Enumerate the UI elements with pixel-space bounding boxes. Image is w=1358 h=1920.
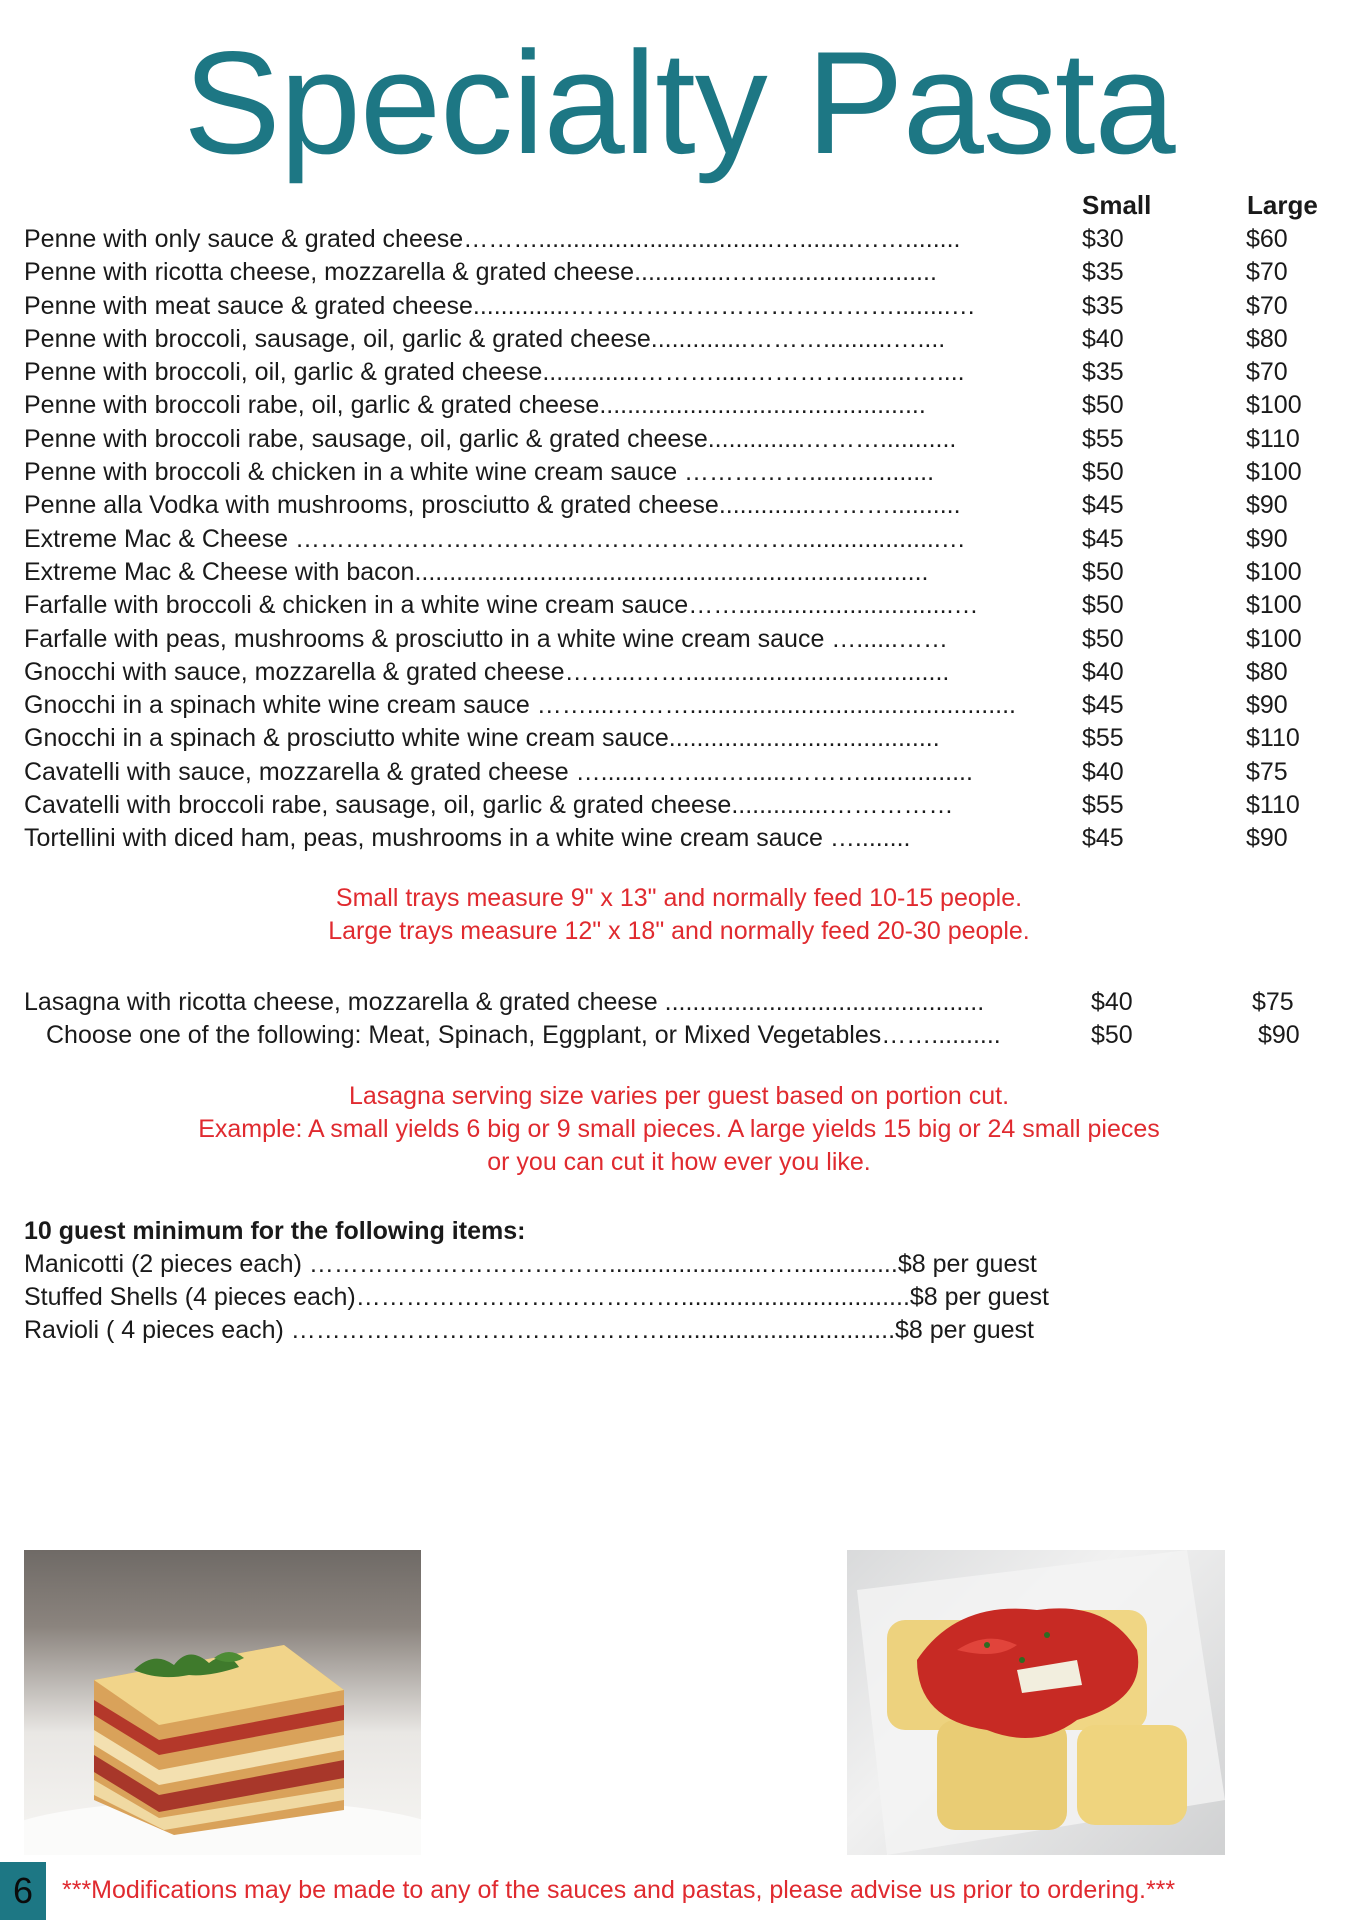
item-leader-dots: ..............…………………………………........… [472,291,976,320]
item-name: Cavatelli with broccoli rabe, sausage, oil, garlic & grated cheese [24,791,732,820]
price-large: $100 [1246,624,1302,653]
item-leader-dots: …………………………………................................. [355,1283,910,1311]
price-small: $45 [1082,824,1124,853]
price-small: $35 [1082,358,1124,387]
price-small: $50 [1082,458,1124,487]
price-small: $50 [1082,391,1124,420]
price-small: $50 [1082,557,1124,586]
item-leader-dots: …………….................. [684,458,935,487]
item-leader-dots: ..............……….......... [718,491,961,520]
menu-item [24,323,1344,356]
guest-minimum-section [24,1215,1049,1347]
page-number: 6 [0,1862,46,1920]
item-name: Cavatelli with sauce, mozzarella & grated cheese [24,757,576,786]
menu-item [24,722,1344,755]
lasagna-item [24,986,1344,1019]
price-small: $55 [1082,724,1124,753]
price-small: $50 [1091,1021,1133,1050]
price-small: $40 [1091,988,1133,1016]
price-large: $100 [1246,591,1302,620]
price-large: $100 [1246,391,1302,420]
price-large: $70 [1246,291,1288,320]
pasta-menu-list [24,223,1344,856]
item-price: $8 per guest [909,1283,1049,1311]
item-leader-dots: ..............………..........….... [650,324,946,353]
item-name: Penne with broccoli & chicken in a white wine cream sauce [24,458,685,487]
price-large: $75 [1252,988,1294,1016]
menu-item [24,423,1344,456]
column-header-large: Large [1247,190,1318,220]
item-name: Choose one of the following: Meat, Spinach, Eggplant, or Mixed Vegetables [46,1021,882,1050]
item-name: Gnocchi with sauce, mozzarella & grated cheese [24,657,565,686]
item-name: Penne with broccoli, sausage, oil, garlic & grated cheese [24,324,651,353]
item-name: Lasagna with ricotta cheese, mozzarella & grated cheese [24,988,665,1016]
item-name: Ravioli ( 4 pieces each) [24,1316,291,1344]
item-name: Farfalle with peas, mushrooms & prosciutto in a white wine cream sauce [24,624,832,653]
price-large: $75 [1246,757,1288,786]
item-name: Penne with broccoli, oil, garlic & grated cheese [24,358,543,387]
price-small: $40 [1082,657,1124,686]
item-leader-dots: …......…… [831,624,948,653]
price-small: $45 [1082,491,1124,520]
item-leader-dots: ……...……...................................... [564,657,950,686]
price-small: $50 [1082,624,1124,653]
item-name: Gnocchi in a spinach & prosciutto white wine cream sauce [24,724,669,753]
menu-item [24,556,1344,589]
minimum-item [24,1281,1049,1314]
price-large: $100 [1246,557,1302,586]
menu-item [24,656,1344,689]
item-name: Penne with meat sauce & grated cheese [24,291,473,320]
price-small: $55 [1082,424,1124,453]
item-leader-dots: …......……....…......………................ [575,757,973,786]
price-small: $45 [1082,524,1124,553]
item-leader-dots: ..............…………… [731,791,954,820]
column-header-small: Small [1082,190,1152,220]
price-large: $110 [1246,791,1300,820]
item-name: Gnocchi in a spinach white wine cream sauce [24,691,537,720]
item-leader-dots: ....................................... [668,724,940,753]
ravioli-photo [847,1550,1225,1855]
price-small: $40 [1082,757,1124,786]
item-price: $8 per guest [897,1250,1037,1278]
page-title: Specialty Pasta [183,21,1175,184]
tray-size-note-small: Small trays measure 9" x 13" and normally feed 10-15 people. [335,884,1023,912]
item-leader-dots: ……....………............................................... [536,691,1017,720]
price-large: $70 [1246,358,1288,387]
menu-item [24,223,1344,256]
item-leader-dots: ………..................................…........……........ [463,225,961,253]
minimum-item [24,1314,1049,1347]
lasagna-photo [24,1550,421,1855]
lasagna-note-example: Example: A small yields 6 big or 9 small pieces. A large yields 15 big or 24 small pieces [198,1115,1160,1143]
price-large: $60 [1246,225,1288,253]
menu-item [24,489,1344,522]
minimum-item [24,1248,1049,1281]
menu-item [24,756,1344,789]
item-leader-dots: ..............………........... [707,424,957,453]
price-large: $90 [1246,491,1288,520]
item-name: Penne with only sauce & grated cheese [24,225,464,253]
item-name: Tortellini with diced ham, peas, mushrooms in a white wine cream sauce [24,824,830,853]
menu-item [24,589,1344,622]
price-small: $55 [1082,791,1124,820]
item-name: Extreme Mac & Cheese with bacon [24,557,415,586]
price-small: $35 [1082,258,1124,287]
lasagna-note-cut: or you can cut it how ever you like. [487,1148,871,1176]
item-leader-dots: …........ [829,824,911,853]
menu-item [24,822,1344,855]
menu-item [24,789,1344,822]
price-large: $110 [1246,724,1300,753]
item-name: Stuffed Shells (4 pieces each) [24,1283,356,1311]
item-name: Penne alla Vodka with mushrooms, prosciutto & grated cheese [24,491,719,520]
lasagna-option-item [24,1019,1344,1052]
guest-minimum-heading: 10 guest minimum for the following items: [24,1217,526,1245]
menu-item [24,456,1344,489]
item-leader-dots: .......................................................................... [414,557,929,586]
footer-note: ***Modifications may be made to any of the sauces and pastas, please advise us prior to ordering.*** [62,1876,1176,1904]
item-leader-dots: ..............….......................... [634,258,937,287]
item-leader-dots: ............................................... [599,391,926,420]
item-leader-dots: ………………………………………................................. [290,1316,896,1344]
menu-item [24,623,1344,656]
price-large: $80 [1246,657,1288,686]
item-leader-dots: ……………………………….......................…............... [308,1250,898,1278]
item-name: Penne with ricotta cheese, mozzarella & grated cheese [24,258,635,287]
price-small: $45 [1082,691,1124,720]
item-leader-dots: …….......... [881,1021,1001,1050]
menu-item [24,389,1344,422]
item-leader-dots: ..............……….....………….........….... [542,358,965,387]
price-large: $70 [1246,258,1288,287]
price-small: $30 [1082,225,1124,253]
lasagna-note-serving: Lasagna serving size varies per guest based on portion cut. [348,1082,1010,1110]
price-large: $90 [1246,824,1288,853]
price-small: $35 [1082,291,1124,320]
price-small: $50 [1082,591,1124,620]
tray-size-note-large: Large trays measure 12" x 18" and normally feed 20-30 people. [328,917,1030,945]
item-leader-dots: .............................................. [664,988,985,1016]
item-name: Manicotti (2 pieces each) [24,1250,309,1278]
item-leader-dots: …………………………………………………….....................… [294,524,966,553]
menu-item [24,689,1344,722]
lasagna-illustration [24,1550,421,1855]
menu-item [24,290,1344,323]
menu-item [24,356,1344,389]
lasagna-section [24,986,1344,1053]
price-large: $110 [1246,424,1300,453]
price-large: $100 [1246,458,1302,487]
item-name: Farfalle with broccoli & chicken in a white wine cream sauce [24,591,689,620]
item-name: Penne with broccoli rabe, oil, garlic & grated cheese [24,391,600,420]
menu-item [24,256,1344,289]
price-large: $90 [1246,524,1288,553]
item-price: $8 per guest [895,1316,1035,1344]
price-large: $90 [1246,691,1288,720]
item-name: Extreme Mac & Cheese [24,524,295,553]
ravioli-illustration [847,1550,1225,1855]
price-large: $90 [1258,1021,1300,1050]
menu-item [24,523,1344,556]
item-name: Penne with broccoli rabe, sausage, oil, garlic & grated cheese [24,424,708,453]
price-large: $80 [1246,324,1288,353]
item-leader-dots: ……...............................… [688,591,979,620]
price-small: $40 [1082,324,1124,353]
